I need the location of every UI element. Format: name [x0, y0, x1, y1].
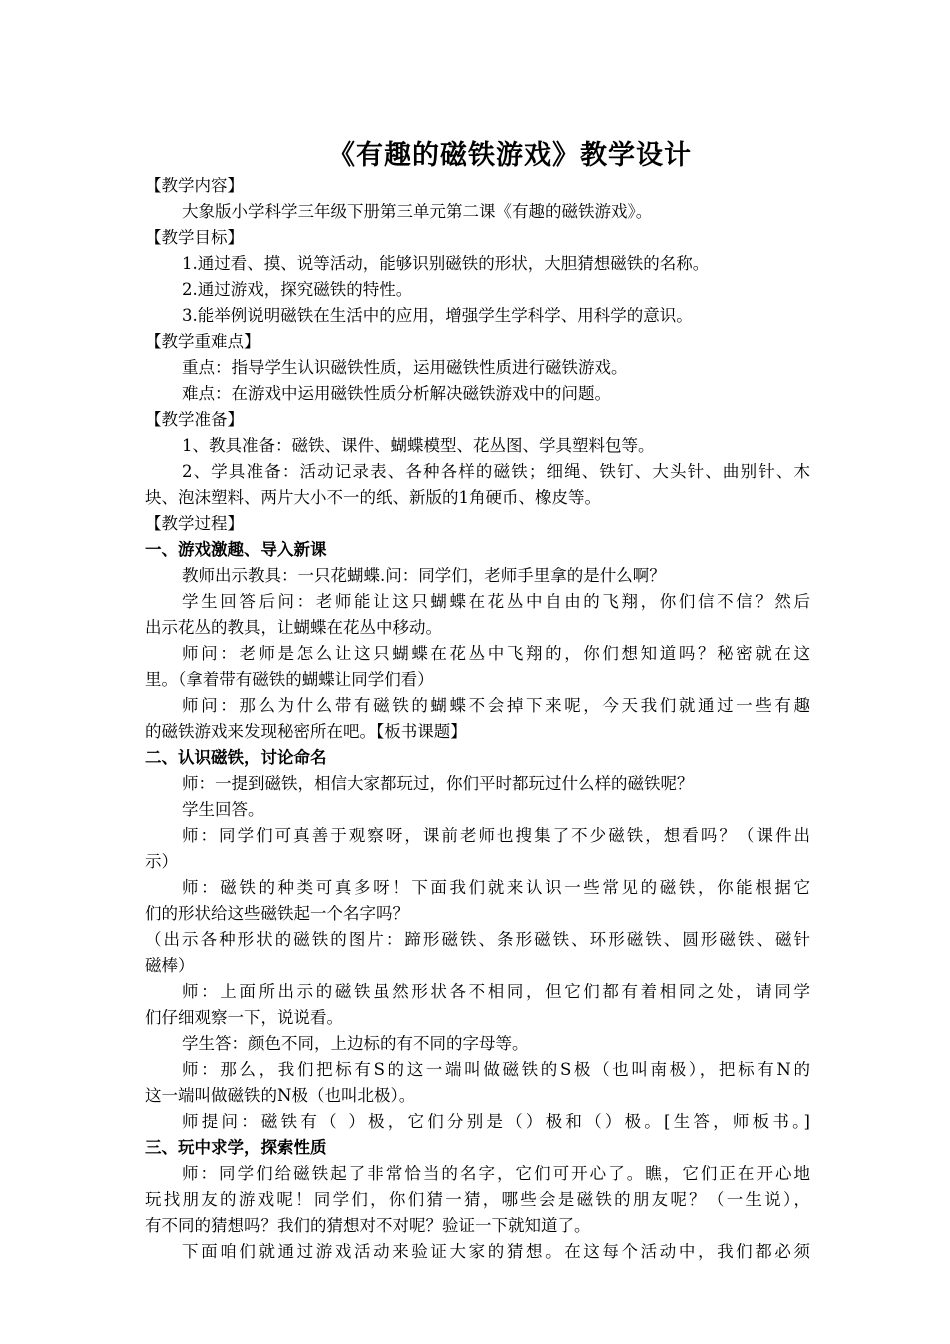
text-line: 学生答：颜色不同，上边标的有不同的字母等。 [182, 1034, 529, 1053]
text-line: 的磁铁游戏来发现秘密所在吧。【板书课题】 [145, 722, 467, 741]
text-line: 2.通过游戏，探究磁铁的特性。 [182, 280, 413, 299]
section-heading: 【教学重难点】 [145, 332, 261, 351]
text-line: 重点：指导学生认识磁铁性质，运用磁铁性质进行磁铁游戏。 [182, 358, 628, 377]
text-line: 这一端叫做磁铁的N极（也叫北极）。 [145, 1086, 416, 1105]
document-body [145, 173, 810, 1265]
text-line: 师提问：磁铁有（ ）极，它们分别是（）极和（）极。[生答，师板书。] [182, 1112, 810, 1131]
text-line: 难点：在游戏中运用磁铁性质分析解决磁铁游戏中的问题。 [182, 384, 611, 403]
text-line: 师：那么，我们把标有S的这一端叫做磁铁的S极（也叫南极），把标有N的 [182, 1060, 810, 1079]
section-heading: 【教学过程】 [145, 514, 244, 533]
text-line: 1.通过看、摸、说等活动，能够识别磁铁的形状，大胆猜想磁铁的名称。 [182, 254, 710, 273]
text-line: 师问：那么为什么带有磁铁的蝴蝶不会掉下来呢，今天我们就通过一些有趣 [182, 696, 810, 715]
text-line: 3.能举例说明磁铁在生活中的应用，增强学生学科学、用科学的意识。 [182, 306, 693, 325]
text-line: 出示花丛的教具，让蝴蝶在花丛中移动。 [145, 618, 442, 637]
text-line: 1、教具准备：磁铁、课件、蝴蝶模型、花丛图、学具塑料包等。 [182, 436, 655, 455]
section-heading: 【教学内容】 [145, 176, 244, 195]
text-line: 师问：老师是怎么让这只蝴蝶在花丛中飞翔的，你们想知道吗？秘密就在这 [182, 644, 810, 663]
text-line: （出示各种形状的磁铁的图片：蹄形磁铁、条形磁铁、环形磁铁、圆形磁铁、磁针 [145, 930, 810, 949]
text-line: 们的形状给这些磁铁起一个名字吗？ [145, 904, 409, 923]
part-heading: 二、认识磁铁，讨论命名 [145, 748, 327, 767]
text-line: 2、学具准备：活动记录表、各种各样的磁铁；细绳、铁钉、大头针、曲别针、木 [182, 462, 810, 481]
text-line: 师：上面所出示的磁铁虽然形状各不相同，但它们都有着相同之处，请同学 [182, 982, 810, 1001]
section-heading: 【教学目标】 [145, 228, 244, 247]
text-line: 师：磁铁的种类可真多呀！下面我们就来认识一些常见的磁铁，你能根据它 [182, 878, 810, 897]
text-line: 玩找朋友的游戏呢！同学们，你们猜一猜，哪些会是磁铁的朋友呢？（一生说）， [145, 1190, 810, 1209]
part-heading: 三、玩中求学，探索性质 [145, 1138, 327, 1157]
text-line: 下面咱们就通过游戏活动来验证大家的猜想。在这每个活动中，我们都必须 [182, 1242, 810, 1261]
text-line: 学生回答。 [182, 800, 265, 819]
text-line: 教师出示教具：一只花蝴蝶.问：同学们，老师手里拿的是什么啊？ [182, 566, 666, 585]
document-title: 《有趣的磁铁游戏》教学设计 [328, 140, 692, 171]
text-line: 们仔细观察一下，说说看。 [145, 1008, 343, 1027]
text-line: 磁棒） [145, 956, 195, 975]
text-line: 学生回答后问：老师能让这只蝴蝶在花丛中自由的飞翔，你们信不信？然后 [182, 592, 810, 611]
text-line: 有不同的猜想吗？我们的猜想对不对呢？验证一下就知道了。 [145, 1216, 591, 1235]
text-line: 里。（拿着带有磁铁的蝴蝶让同学们看） [145, 670, 434, 689]
text-line: 师：同学们可真善于观察呀，课前老师也搜集了不少磁铁，想看吗？（课件出 [182, 826, 810, 845]
text-line: 师：同学们给磁铁起了非常恰当的名字，它们可开心了。瞧，它们正在开心地 [182, 1164, 810, 1183]
text-line: 块、泡沫塑料、两片大小不一的纸、新版的1角硬币、橡皮等。 [145, 488, 601, 507]
section-heading: 【教学准备】 [145, 410, 244, 429]
part-heading: 一、游戏激趣、导入新课 [145, 540, 327, 559]
text-line: 大象版小学科学三年级下册第三单元第二课《有趣的磁铁游戏》。 [182, 202, 653, 221]
text-line: 师：一提到磁铁，相信大家都玩过，你们平时都玩过什么样的磁铁呢？ [182, 774, 694, 793]
text-line: 示） [145, 852, 178, 871]
